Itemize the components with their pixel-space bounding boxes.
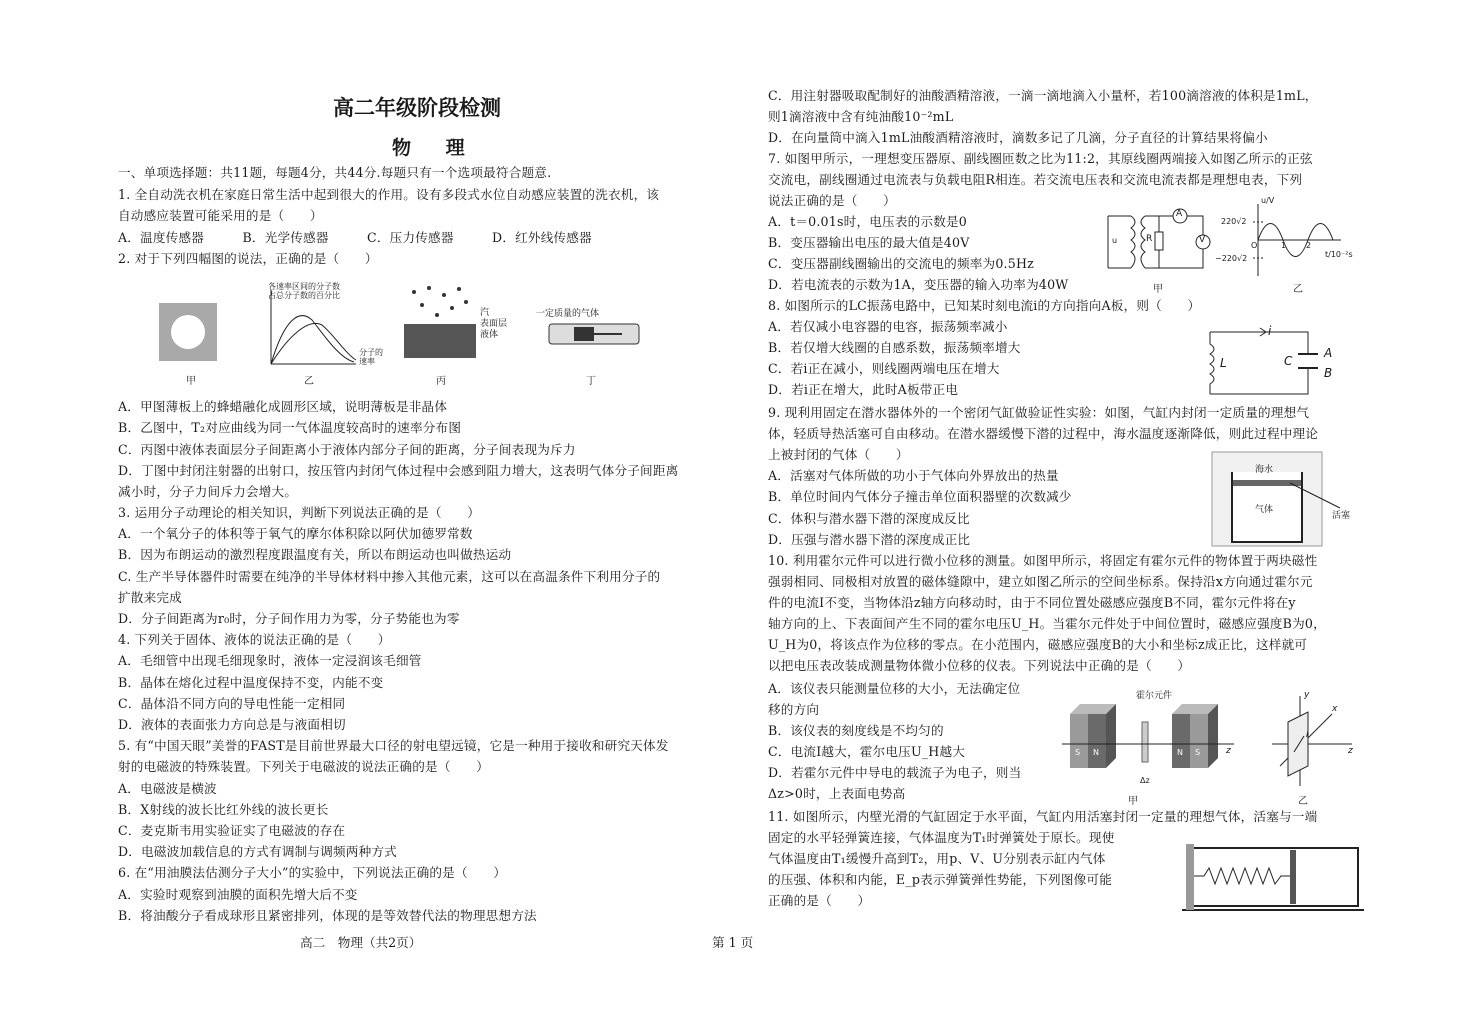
pole-n-right: N xyxy=(1177,748,1183,757)
pole-s-left: S xyxy=(1075,748,1081,757)
piston-label: 活塞 xyxy=(1332,511,1351,521)
q3-option-c: C. 生产半导体器件时需要在纯净的半导体材料中掺入其他元素，这可以在高温条件下利用分子的 xyxy=(118,569,661,584)
molecule-dots xyxy=(412,286,468,317)
q5-option-d: D．电磁波加载信息的方式有调制与调频两种方式 xyxy=(118,844,397,859)
q5-stem-cont: 射的电磁波的特殊装置。下列关于电磁波的说法正确的是（ ） xyxy=(118,759,490,774)
piston-block xyxy=(1290,850,1296,904)
caption-jia: 甲 xyxy=(186,376,196,387)
q6-option-a: A．实验时观察到油膜的面积先增大后不变 xyxy=(118,887,358,902)
q8-option-a: A．若仅减小电容器的电容，振荡频率减小 xyxy=(768,319,1008,334)
q7-stem-cont: 说法正确的是（ ） xyxy=(768,193,896,208)
current-label: i xyxy=(1268,324,1272,338)
wave-xlabel: t/10⁻²s xyxy=(1325,250,1353,259)
q5-option-c: C．麦克斯韦用实验证实了电磁波的存在 xyxy=(118,823,346,838)
q10-stem: 10. 利用霍尔元件可以进行微小位移的测量。如图甲所示，将固定有霍尔元件的物体置于两块磁性 xyxy=(768,553,1318,568)
q4-option-d: D．液体的表面张力方向总是与液面相切 xyxy=(118,717,346,732)
wave-origin: O xyxy=(1251,241,1258,250)
q4-option-b: B．晶体在熔化过程中温度保持不变，内能不变 xyxy=(118,675,384,690)
magnet-left-n xyxy=(1088,714,1106,768)
q2-option-d-cont: 减小时，分子力间斥力会增大。 xyxy=(118,484,298,499)
q6-option-d: D．在向量筒中滴入1mL油酸酒精溶液时，滴数多记了几滴，分子直径的计算结果将偏小 xyxy=(768,130,1268,145)
q7-figure xyxy=(1103,196,1368,296)
footer-left: 高二 物理（共2页） xyxy=(300,935,422,950)
q10-figure-svg xyxy=(1062,686,1368,806)
bing-label-vapor: 汽 xyxy=(480,308,490,318)
q2-option-d: D．丁图中封闭注射器的出射口，按压管内封闭气体过程中会感到阻力增大，这表明气体分子间距离 xyxy=(118,463,679,478)
inductor-label: L xyxy=(1220,356,1227,370)
plate-b-label: B xyxy=(1324,366,1333,380)
magnet-left-s xyxy=(1070,714,1088,768)
magnet-right-n xyxy=(1172,714,1190,768)
q5-stem: 5. 有“中国天眼”美誉的FAST是目前世界最大口径的射电望远镜，它是一种用于接收和研究天体发 xyxy=(118,738,669,753)
yi-xlabel-1: 分子的 xyxy=(359,348,383,357)
q7-option-b: B．变压器输出电压的最大值是40V xyxy=(768,235,970,250)
yi-xlabel xyxy=(359,348,383,366)
q9-stem-cont: 上被封闭的气体（ ） xyxy=(768,447,909,462)
curve-t1 xyxy=(271,316,354,364)
q5-option-a: A．电磁波是横波 xyxy=(118,781,217,796)
q11-stem-cont: 的压强、体积和内能，E_p表示弹簧弹性势能，下列图像可能 xyxy=(768,872,1112,887)
gas-label: 气体 xyxy=(1255,505,1274,515)
resistor-box xyxy=(1155,232,1163,250)
wall-left xyxy=(1186,844,1194,910)
q3-option-c-cont: 扩散来完成 xyxy=(118,590,182,605)
q10-option-d: D．若霍尔元件中导电的载流子为电子，则当 xyxy=(768,765,1022,780)
pole-n-left: N xyxy=(1093,748,1099,757)
q8-option-d: D．若i正在增大，此时A板带正电 xyxy=(768,382,959,397)
q2-figure-svg xyxy=(154,280,754,388)
capacitor-label: C xyxy=(1284,354,1293,368)
q11-stem: 11. 如图所示，内壁光滑的气缸固定于水平面，气缸内用活塞封闭一定量的理想气体，活塞与一端 xyxy=(768,809,1318,824)
melted-circle xyxy=(171,315,205,349)
subject-title: 物 理 xyxy=(392,137,479,159)
bing-label-surface: 表面层 xyxy=(480,319,508,329)
cylinder-frame xyxy=(1194,848,1358,906)
q8-figure-svg xyxy=(1190,324,1340,399)
q9-figure-svg xyxy=(1210,450,1360,550)
caption-ding: 丁 xyxy=(586,376,596,387)
q6-stem: 6. 在“用油膜法估测分子大小”的实验中，下列说法正确的是（ ） xyxy=(118,865,507,880)
magnet-left-side xyxy=(1106,704,1116,768)
q2-stem: 2. 对于下列四幅图的说法，正确的是（ ） xyxy=(118,251,378,266)
inductor-coil xyxy=(1210,332,1214,394)
secondary-coil xyxy=(1141,216,1145,268)
caption-bing: 丙 xyxy=(436,376,446,387)
q10-caption-jia: 甲 xyxy=(1128,796,1138,807)
q7-option-c: C．变压器副线圈输出的交流电的频率为0.5Hz xyxy=(768,256,1034,271)
q7-figure-svg xyxy=(1103,196,1368,296)
q8-option-b: B．若仅增大线圈的自感系数，振荡频率增大 xyxy=(768,340,1021,355)
magnet-right-side xyxy=(1208,704,1218,768)
q2-figures xyxy=(154,280,754,388)
plate-a-label: A xyxy=(1324,346,1333,360)
wave-ymin: −220√2 xyxy=(1215,254,1248,263)
q11-figure-svg xyxy=(1178,838,1368,918)
yi-ylabel xyxy=(268,282,340,300)
q4-stem: 4. 下列关于固体、液体的说法正确的是（ ） xyxy=(118,632,391,647)
ammeter-label: A xyxy=(1176,209,1183,219)
z-label-jia: z xyxy=(1226,746,1231,756)
secondary-wire xyxy=(1145,216,1206,268)
primary-label: u xyxy=(1112,236,1118,245)
yi-ylabel-1: 各速率区间的分子数 xyxy=(268,282,340,291)
q10-option-b: B．该仪表的刻度线是不均匀的 xyxy=(768,723,944,738)
q10-figure xyxy=(1062,686,1368,806)
resistor-label: R xyxy=(1146,234,1153,244)
q11-figure xyxy=(1178,838,1368,918)
q2-option-c: C．丙图中液体表面层分子间距离小于液体内部分子间的距离，分子间表现为斥力 xyxy=(118,442,576,457)
bing-label-liquid: 液体 xyxy=(480,330,499,340)
q11-stem-cont: 正确的是（ ） xyxy=(768,893,871,908)
q6-option-c-cont: 则1滴溶液中含有纯油酸10⁻²mL xyxy=(768,109,954,124)
q10-stem-cont: 件的电流I不变，当物体沿z轴方向移动时，由于不同位置处磁感应强度B不同，霍尔元件将在y xyxy=(768,595,1296,610)
q10-option-a-cont: 移的方向 xyxy=(768,702,820,717)
q8-stem: 8. 如图所示的LC振荡电路中，已知某时刻电流i的方向指向A板，则（ ） xyxy=(768,298,1201,313)
seawater-label: 海水 xyxy=(1255,465,1274,475)
syringe-piston xyxy=(574,327,594,341)
q7-stem: 7. 如图甲所示，一理想变压器原、副线圈匝数之比为11:2，其原线圈两端接入如图乙所示的正弦 xyxy=(768,151,1313,166)
exam-title: 高二年级阶段检测 xyxy=(333,96,501,120)
wave-ylabel: u/V xyxy=(1261,196,1275,205)
footer-page: 第 1 页 xyxy=(712,935,754,950)
q10-option-c: C．电流I越大，霍尔电压U_H越大 xyxy=(768,744,966,759)
voltmeter-label: V xyxy=(1199,235,1206,245)
primary-coil xyxy=(1131,216,1135,268)
bing-labels xyxy=(480,308,507,341)
section-heading: 一、单项选择题：共11题，每题4分，共44分.每题只有一个选项最符合题意. xyxy=(118,165,552,180)
q3-stem: 3. 运用分子动理论的相关知识，判断下列说法正确的是（ ） xyxy=(118,505,481,520)
dz-label: Δz xyxy=(1140,776,1150,785)
q9-option-b: B．单位时间内气体分子撞击单位面积器壁的次数减少 xyxy=(768,489,1072,504)
q6-option-b: B．将油酸分子看成球形且紧密排列，体现的是等效替代法的物理思想方法 xyxy=(118,908,537,923)
q3-option-d: D．分子间距离为r₀时，分子间作用力为零，分子势能也为零 xyxy=(118,611,460,626)
q6-option-c: C．用注射器吸取配制好的油酸酒精溶液，一滴一滴地滴入小量杯，若100滴溶液的体积是1mL， xyxy=(768,88,1318,103)
q9-stem: 9. 现利用固定在潜水器体外的一个密闭气缸做验证性实验：如图，气缸内封闭一定质量的理想气 xyxy=(768,405,1310,420)
y-label-yi: y xyxy=(1304,690,1310,700)
z-label-yi: z xyxy=(1348,746,1353,756)
q10-option-d-cont: Δz>0时，上表面电势高 xyxy=(768,786,906,801)
hall-element xyxy=(1142,722,1148,762)
current-label-yi: I xyxy=(1306,730,1309,740)
pole-s-right: S xyxy=(1195,748,1201,757)
q10-stem-cont: 以把电压表改装成测量物体微小位移的仪表。下列说法中正确的是（ ） xyxy=(768,658,1191,673)
q11-stem-cont: 气体温度由T₁缓慢升高到T₂，用p、V、U分别表示缸内气体 xyxy=(768,851,1106,866)
hall-plate-yi xyxy=(1288,712,1308,776)
q4-option-a: A．毛细管中出现毛细现象时，液体一定浸润该毛细管 xyxy=(118,653,422,668)
q8-figure xyxy=(1190,324,1340,399)
x-label-yi: x xyxy=(1332,704,1338,714)
yi-ylabel-2: 占总分子数的百分比 xyxy=(268,291,340,300)
liquid-block xyxy=(404,324,476,358)
q7-stem-cont: 交流电，副线圈通过电流表与负载电阻R相连。若交流电压表和交流电流表都是理想电表，下列 xyxy=(768,172,1303,187)
q4-option-c: C．晶体沿不同方向的导电性能一定相同 xyxy=(118,696,346,711)
q10-option-a: A．该仪表只能测量位移的大小，无法确定位 xyxy=(768,681,1021,696)
q7-caption-yi: 乙 xyxy=(1293,284,1303,295)
q11-stem-cont: 固定的水平轻弹簧连接，气体温度为T₁时弹簧处于原长。现使 xyxy=(768,830,1115,845)
q3-option-b: B．因为布朗运动的激烈程度跟温度有关，所以布朗运动也叫做热运动 xyxy=(118,547,512,562)
magnet-right-s xyxy=(1190,714,1208,768)
current-arrow xyxy=(1250,328,1266,336)
ding-label: 一定质量的气体 xyxy=(536,309,600,319)
q10-stem-cont: 强弱相同、同极相对放置的磁体缝隙中，建立如图乙所示的空间坐标系。保持沿x方向通过霍尔元 xyxy=(768,574,1313,589)
q3-option-a: A．一个氧分子的体积等于氧气的摩尔体积除以阿伏加德罗常数 xyxy=(118,526,473,541)
q7-option-d: D．若电流表的示数为1A，变压器的输入功率为40W xyxy=(768,277,1069,292)
q10-caption-yi: 乙 xyxy=(1298,796,1308,807)
q9-stem-cont: 体，轻质导热活塞可自由移动。在潜水器缓慢下潜的过程中，海水温度逐渐降低，则此过程中理论 xyxy=(768,426,1319,441)
wave-ymax: 220√2 xyxy=(1221,217,1247,226)
hall-label: 霍尔元件 xyxy=(1136,691,1173,701)
q9-option-c: C．体积与潜水器下潜的深度成反比 xyxy=(768,511,970,526)
q1-options: A．温度传感器 B．光学传感器 C．压力传感器 D．红外线传感器 xyxy=(118,230,592,245)
curve-t2 xyxy=(271,323,356,364)
q9-option-d: D．压强与潜水器下潜的深度成正比 xyxy=(768,532,971,547)
q8-option-c: C．若i正在减小，则线圈两端电压在增大 xyxy=(768,361,1000,376)
q1-line: 自动感应装置可能采用的是（ ） xyxy=(118,208,323,223)
q10-stem-cont: U_H为0，将该点作为位移的零点。在小范围内，磁感应强度B的大小和坐标z成正比，这样就可 xyxy=(768,637,1308,652)
yi-xlabel-2: 速率 xyxy=(359,357,375,366)
q9-option-a: A．活塞对气体所做的功小于气体向外界放出的热量 xyxy=(768,468,1059,483)
q7-option-a: A．t＝0.01s时，电压表的示数是0 xyxy=(768,214,968,229)
wave-tick-1: 1 xyxy=(1281,241,1287,250)
q5-option-b: B．X射线的波长比红外线的波长更长 xyxy=(118,802,329,817)
q2-option-a: A．甲图薄板上的蜂蜡融化成圆形区域，说明薄板是非晶体 xyxy=(118,399,448,414)
q9-figure xyxy=(1210,450,1360,550)
q7-caption-jia: 甲 xyxy=(1153,284,1163,295)
wave-tick-2: 2 xyxy=(1306,241,1312,250)
spring-zigzag xyxy=(1194,868,1290,884)
q1-line: 1. 全自动洗衣机在家庭日常生活中起到很大的作用。设有多段式水位自动感应装置的洗衣机，该 xyxy=(118,187,660,202)
q2-option-b: B．乙图中，T₂对应曲线为同一气体温度较高时的速率分布图 xyxy=(118,420,462,435)
q10-stem-cont: 轴方向的上、下表面间产生不同的霍尔电压U_H。当霍尔元件处于中间位置时，磁感应强度B为0， xyxy=(768,616,1326,631)
caption-yi: 乙 xyxy=(304,376,314,387)
